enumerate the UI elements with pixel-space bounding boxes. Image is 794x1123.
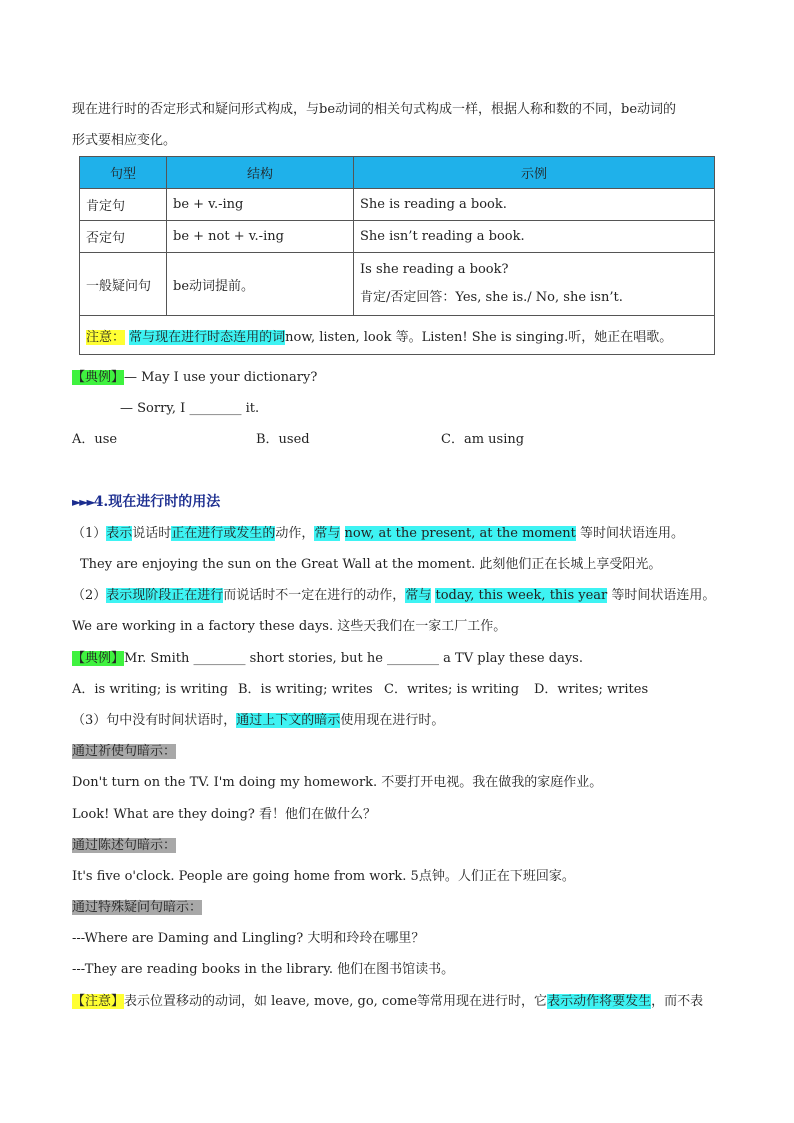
hl-text: 常与 [405,588,432,603]
text: 使用现在进行时。 [340,713,445,728]
hint-imperative: 通过祈使句暗示： [72,744,177,759]
example2-question [72,649,583,669]
note-highlight: 常与现在进行时态连用的词 [129,329,286,345]
text: 而说话时不一定在进行的动作， [223,588,406,603]
hint3-example-1: ---Where are Daming and Lingling? 大明和玲玲在哪里？ [72,931,425,946]
hl-text: 表示 [106,526,133,541]
table-note-row [80,316,715,355]
table-note [80,316,715,355]
example2-option-c: C．writes; is writing [384,682,520,697]
section-title-text: 4.现在进行时的用法 [93,494,221,510]
hint1-example-1: Don't turn on the TV. I'm doing my homework. 不要打开电视。我在做我的家庭作业。 [72,775,603,790]
section-title [72,491,220,511]
hint-declarative: 通过陈述句暗示： [72,838,177,853]
table-cell: 一般疑问句 [80,253,167,316]
hl-text: today, this week, this year [435,588,608,603]
example1-option-c: C．am using [441,432,525,447]
table-cell: 否定句 [80,221,167,253]
hl-text: 表示动作将要发生 [547,994,652,1009]
hl-text: now, at the present, at the moment [344,526,576,541]
example1-q1: — May I use your dictionary? [124,370,318,385]
hl-text: 常与 [314,526,341,541]
table-cell: be + v.-ing [167,189,354,221]
table-cell: be动词提前。 [167,253,354,316]
hint3-example-2: ---They are reading books in the library. 他们在图书馆读书。 [72,962,455,977]
table-row [80,221,715,253]
hint-label [72,742,176,762]
example2-option-d: D．writes; writes [534,682,649,697]
example-question: Is she reading a book? [360,262,509,277]
note-text: now, listen, look 等。Listen! She is singing.听，她正在唱歌。 [285,329,673,345]
text: 等时间状语连用。 [607,588,716,603]
intro-line-2: 形式要相应变化。 [72,133,177,148]
usage-num: （1） [72,526,107,541]
example-tag: 【典例】 [72,370,125,385]
table-cell: be + not + v.-ing [167,221,354,253]
usage-1-example: They are enjoying the sun on the Great Wall at the moment. 此刻他们正在长城上享受阳光。 [80,557,662,572]
usage-2 [72,586,715,606]
table-header-row [80,157,715,189]
example-tag: 【典例】 [72,651,125,666]
grammar-table [79,156,715,355]
hint-label [72,836,176,856]
text: 表示位置移动的动词，如 leave, move, go, come等常用现在进行时，它 [124,994,548,1009]
example2-q: Mr. Smith ________ short stories, but he ________ a TV play these days. [124,651,583,666]
text: 说话时 [132,526,172,541]
note-paragraph [72,992,703,1012]
hl-text: 正在进行或发生的 [171,526,276,541]
usage-3 [72,711,444,731]
usage-num: （2） [72,588,107,603]
note-tag: 【注意】 [72,994,125,1009]
table-cell: 肯定句 [80,189,167,221]
hint2-example: It's five o'clock. People are going home from work. 5点钟。人们正在下班回家。 [72,869,575,884]
text: ，而不表 [651,994,704,1009]
hl-text: 通过上下文的暗示 [236,713,341,728]
example1-question [72,368,317,388]
table-row [80,253,715,316]
usage-1 [72,524,684,544]
hl-text: 表示现阶段正在进行 [106,588,224,603]
hint-label [72,898,202,918]
example1-option-b: B．used [256,432,310,447]
table-row [80,189,715,221]
text: 等时间状语连用。 [575,526,684,541]
table-header: 结构 [167,157,354,189]
table-cell: She isn’t reading a book. [354,221,715,253]
hint1-example-2: Look! What are they doing? 看！他们在做什么？ [72,807,377,822]
example1-option-a: A．use [72,432,118,447]
hint-wh-question: 通过特殊疑问句暗示： [72,900,203,915]
usage-num: （3） [72,713,107,728]
example-answer: 肯定/否定回答：Yes, she is./ No, she isn’t. [360,290,623,305]
table-header: 示例 [354,157,715,189]
example2-option-b: B．is writing; writes [238,682,373,697]
table-cell [354,253,715,316]
note-label: 注意： [86,329,126,345]
arrow-icon: ►►► [72,495,94,509]
text: 动作， [275,526,315,541]
example1-q2: — Sorry, I ________ it. [120,401,260,416]
table-header: 句型 [80,157,167,189]
text: 句中没有时间状语时， [106,713,237,728]
intro-line-1: 现在进行时的否定形式和疑问形式构成，与be动词的相关句式构成一样，根据人称和数的不同，be动词的 [72,102,677,117]
example2-option-a: A．is writing; is writing [72,682,228,697]
table-cell: She is reading a book. [354,189,715,221]
usage-2-example: We are working in a factory these days. 这些天我们在一家工厂工作。 [72,619,507,634]
